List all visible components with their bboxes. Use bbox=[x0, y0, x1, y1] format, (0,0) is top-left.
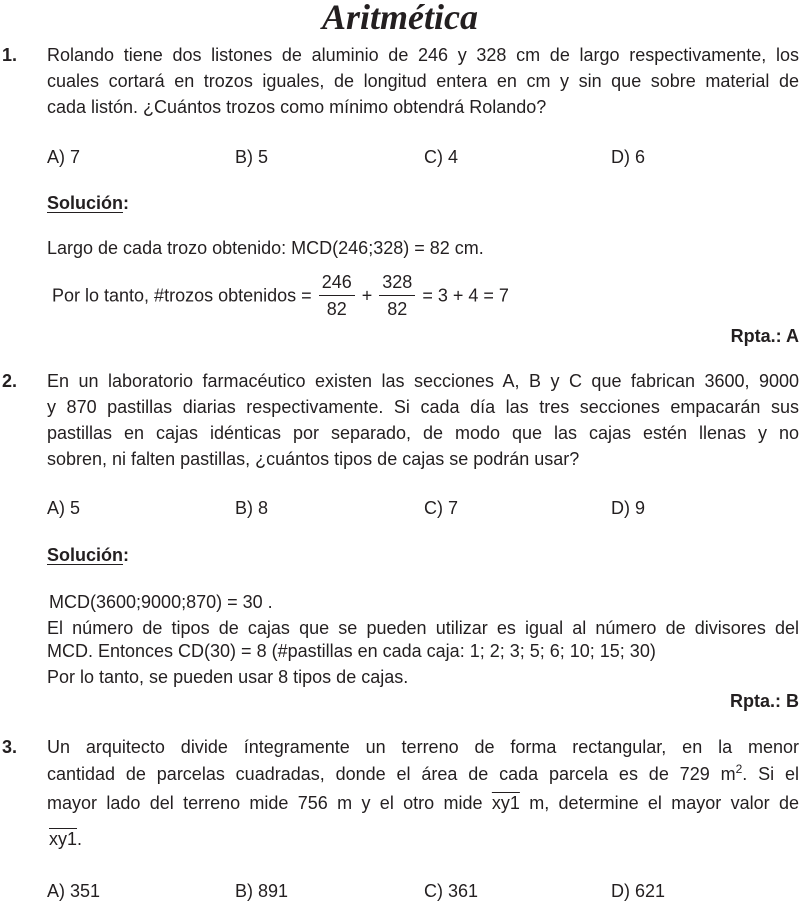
problem-1-solution-fraction-line bbox=[52, 271, 509, 320]
fraction-246-82 bbox=[319, 271, 355, 320]
fraction-line-prefix: Por lo tanto, #trozos obtenidos = bbox=[52, 285, 312, 306]
fraction-1-denominator: 82 bbox=[326, 299, 347, 319]
overline-xy1: xy1 bbox=[49, 829, 78, 849]
problem-2-solution-line-4: Por lo tanto, se pueden usar 8 tipos de cajas. bbox=[47, 667, 409, 687]
problem-3-option-a: A) 351 bbox=[47, 881, 101, 901]
problem-2-line-2: y 870 pastillas diarias respectivamente. Si cada día las tres secciones empacarán sus bbox=[47, 397, 799, 417]
problem-2-line-3: pastillas en cajas idénticas por separado, de modo que las cajas estén llenas y no bbox=[47, 423, 799, 443]
problem-2-number: 2. bbox=[2, 371, 18, 391]
problem-1-line-2: cuales cortará en trozos iguales, de longitud entera en cm y sin que sobre material de bbox=[47, 71, 799, 91]
problem-1-solution-heading: Solución: bbox=[47, 193, 129, 213]
problem-2-option-d: D) 9 bbox=[611, 498, 646, 518]
problem-2-line-4: sobren, ni falten pastillas, ¿cuántos tipos de cajas se podrán usar? bbox=[47, 449, 580, 469]
problem-1-line-1: Rolando tiene dos listones de aluminio de 246 y 328 cm de largo respectivamente, los bbox=[47, 45, 799, 65]
superscript-2: 2 bbox=[735, 762, 743, 776]
fraction-line-suffix: = 3 + 4 = 7 bbox=[422, 285, 509, 306]
problem-2-answer: Rpta.: B bbox=[730, 691, 799, 711]
problem-1-option-b: B) 5 bbox=[235, 147, 269, 167]
problem-1-option-c: C) 4 bbox=[424, 147, 459, 167]
line-3-end: m, determine el mayor valor de bbox=[529, 793, 799, 813]
problem-1-number: 1. bbox=[2, 45, 18, 65]
problem-3-line-3 bbox=[47, 793, 799, 814]
problem-2-solution-heading: Solución: bbox=[47, 545, 129, 565]
page-title: Aritmética bbox=[322, 0, 478, 37]
line-2-text: cantidad de parcelas cuadradas, donde el área de cada parcela es de 729 m bbox=[47, 764, 736, 784]
problem-2-line-1: En un laboratorio farmacéutico existen las secciones A, B y C que fabrican 3600, 9000 bbox=[47, 371, 799, 391]
problem-3-option-d: D) 621 bbox=[611, 881, 666, 901]
line-2-end: . Si el bbox=[742, 764, 799, 784]
fraction-2-numerator: 328 bbox=[379, 271, 415, 296]
line-4-end: . bbox=[77, 829, 83, 849]
overline-xy1: xy1 bbox=[491, 793, 520, 813]
problem-3-line-2 bbox=[47, 762, 799, 785]
problem-2-option-b: B) 8 bbox=[235, 498, 269, 518]
line-3-text: mayor lado del terreno mide 756 m y el otro mide bbox=[47, 793, 483, 813]
problem-3-line-1: Un arquitecto divide íntegramente un terreno de forma rectangular, en la menor bbox=[47, 737, 799, 757]
problem-3-number: 3. bbox=[2, 737, 18, 757]
problem-3-line-4 bbox=[49, 829, 82, 850]
problem-2-option-a: A) 5 bbox=[47, 498, 81, 518]
fraction-2-denominator: 82 bbox=[387, 299, 408, 319]
problem-1-answer: Rpta.: A bbox=[730, 326, 799, 346]
problem-1-option-a: A) 7 bbox=[47, 147, 81, 167]
problem-2-option-c: C) 7 bbox=[424, 498, 459, 518]
problem-3-option-c: C) 361 bbox=[424, 881, 479, 901]
problem-2-solution-line-3: MCD. Entonces CD(30) = 8 (#pastillas en cada caja: 1; 2; 3; 5; 6; 10; 15; 30) bbox=[47, 641, 656, 661]
problem-1-line-3: cada listón. ¿Cuántos trozos como mínimo obtendrá Rolando? bbox=[47, 97, 547, 117]
problem-3-option-b: B) 891 bbox=[235, 881, 289, 901]
fraction-328-82 bbox=[379, 271, 415, 320]
problem-2-solution-line-1: MCD(3600;9000;870) = 30 . bbox=[49, 592, 273, 612]
problem-1-solution-line-1: Largo de cada trozo obtenido: MCD(246;328) = 82 cm. bbox=[47, 238, 484, 258]
problem-2-solution-line-2: El número de tipos de cajas que se pueden utilizar es igual al número de divisores del bbox=[47, 618, 799, 638]
plus-sign: + bbox=[361, 285, 373, 306]
problem-1-option-d: D) 6 bbox=[611, 147, 646, 167]
fraction-1-numerator: 246 bbox=[319, 271, 355, 296]
